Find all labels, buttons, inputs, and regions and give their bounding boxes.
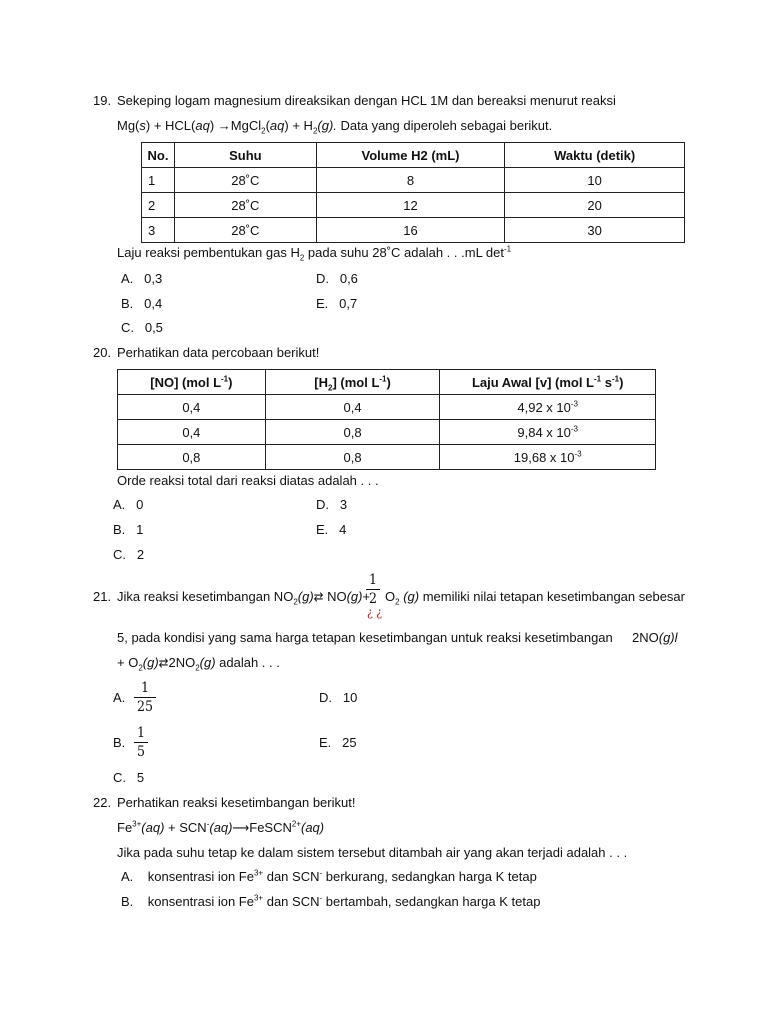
q21-option-b-label[interactable]: B. [113,735,126,750]
q19-option-d[interactable]: D. 0,6 [316,271,358,286]
q20-option-c[interactable]: C. 2 [113,547,145,562]
q21-option-d[interactable]: D. 10 [319,690,358,705]
table-cell: 30 [505,218,685,243]
column-header: [NO] (mol $L^{-1}$) [118,370,266,395]
q20-question: Orde reaksi total dari reaksi diatas adalah . . . [117,473,379,488]
q21-option-b-fraction[interactable]: 1 5 [134,725,148,760]
column-header: No. [142,143,175,168]
q19-intro: Sekeping logam magnesium direaksikan dengan HCL 1M dan bereaksi menurut reaksi [117,93,616,108]
table-row [118,395,656,420]
table-cell: 3 [142,218,175,243]
table-header-row [118,370,656,395]
table-cell: 20 [505,193,685,218]
q21-option-a-label[interactable]: A. [113,690,126,705]
table-cell: 0,4 [118,420,266,445]
table-cell: 9,84 x $10^{-3}$ [440,420,656,445]
table-cell: 16 [316,218,505,243]
column-header: Suhu [174,143,316,168]
table-cell: 0,8 [118,445,266,470]
table-cell: 2 [142,193,175,218]
table-cell: 4,92 x $10^{-3}$ [440,395,656,420]
q21-line1-left: Jika reaksi kesetimbangan $NO_2(g)⇄$ NO(g)+ [117,589,371,607]
q19-option-e[interactable]: E. 0,7 [316,296,358,311]
q21-line3: + $O_2(g)⇄2NO_2(g)$ adalah . . . [117,655,280,673]
half-fraction: 1 2 [366,572,380,607]
table-row [118,445,656,470]
table-header-row [142,143,685,168]
red-marks: ¿ ¿ [367,605,383,619]
q20-option-d[interactable]: D. 3 [316,497,348,512]
column-header: Volume H2 (mL) [316,143,505,168]
q20-number: 20. [93,345,112,360]
q19-number: 19. [93,93,112,108]
q19-question: Laju reaksi pembentukan gas $H_2$ pada suhu 28˚C adalah . . .mL $\det^{-1}$ [117,244,512,263]
q21-option-a-fraction[interactable]: 1 25 [134,680,156,715]
q20-data-table [117,369,656,470]
q21-line2: 5, pada kondisi yang sama harga tetapan kesetimbangan untuk reaksi kesetimbangan [117,630,613,645]
table-cell: 0,4 [265,395,440,420]
table-cell: 0,4 [118,395,266,420]
q21-option-e[interactable]: E. 25 [319,735,357,750]
q19-reaction: Mg(s) + HCL(aq) →MgCl$_2$(aq) + $H_2(g)$. Data yang diperoleh sebagai berikut. [117,118,553,136]
table-cell: 28˚C [174,193,316,218]
column-header: Laju Awal [v] (mol $L^{-1}$ $s^{-1}$) [440,370,656,395]
table-cell: 10 [505,168,685,193]
q22-option-a[interactable]: A. konsentrasi ion $Fe^{3+}$ dan SCN- berkurang, sedangkan harga K tetap [121,868,537,884]
q20-option-a[interactable]: A. 0 [113,497,144,512]
q19-option-a[interactable]: A. 0,3 [121,271,163,286]
column-header: Waktu (detik) [505,143,685,168]
table-cell: 1 [142,168,175,193]
q19-data-table [141,142,685,243]
q20-option-e[interactable]: E. 4 [316,522,347,537]
q19-option-b[interactable]: B. 0,4 [121,296,163,311]
table-cell: 28˚C [174,218,316,243]
q22-reaction: $Fe^{3+}(aq)$ + SCN-(aq)⟶FeSCN$^{2+}$(aq) [117,819,325,835]
q22-option-b[interactable]: B. konsentrasi ion $Fe^{3+}$ dan SCN- bertambah, sedangkan harga K tetap [121,893,541,909]
column-header: $[H_2]$ (mol $L^{-1}$) [265,370,440,395]
q22-intro: Perhatikan reaksi kesetimbangan berikut! [117,795,356,810]
q21-option-c[interactable]: C. 5 [113,770,145,785]
q21-line2-right: 2NO(g)l [632,630,678,645]
q21-line1-right: $O_2$ (g) memiliki nilai tetapan kesetimbangan sebesar [385,589,685,607]
q22-number: 22. [93,795,112,810]
table-cell: 19,68 x $10^{-3}$ [440,445,656,470]
q19-option-c[interactable]: C. 0,5 [121,320,163,335]
table-cell: 0,8 [265,445,440,470]
table-cell: 0,8 [265,420,440,445]
table-row [118,420,656,445]
q20-option-b[interactable]: B. 1 [113,522,144,537]
table-cell: 28˚C [174,168,316,193]
table-row [142,168,685,193]
table-row [142,218,685,243]
q22-question: Jika pada suhu tetap ke dalam sistem tersebut ditambah air yang akan terjadi adalah . . . [117,845,628,860]
table-cell: 12 [316,193,505,218]
q20-intro: Perhatikan data percobaan berikut! [117,345,320,360]
table-cell: 8 [316,168,505,193]
q21-number: 21. [93,589,112,604]
table-row [142,193,685,218]
